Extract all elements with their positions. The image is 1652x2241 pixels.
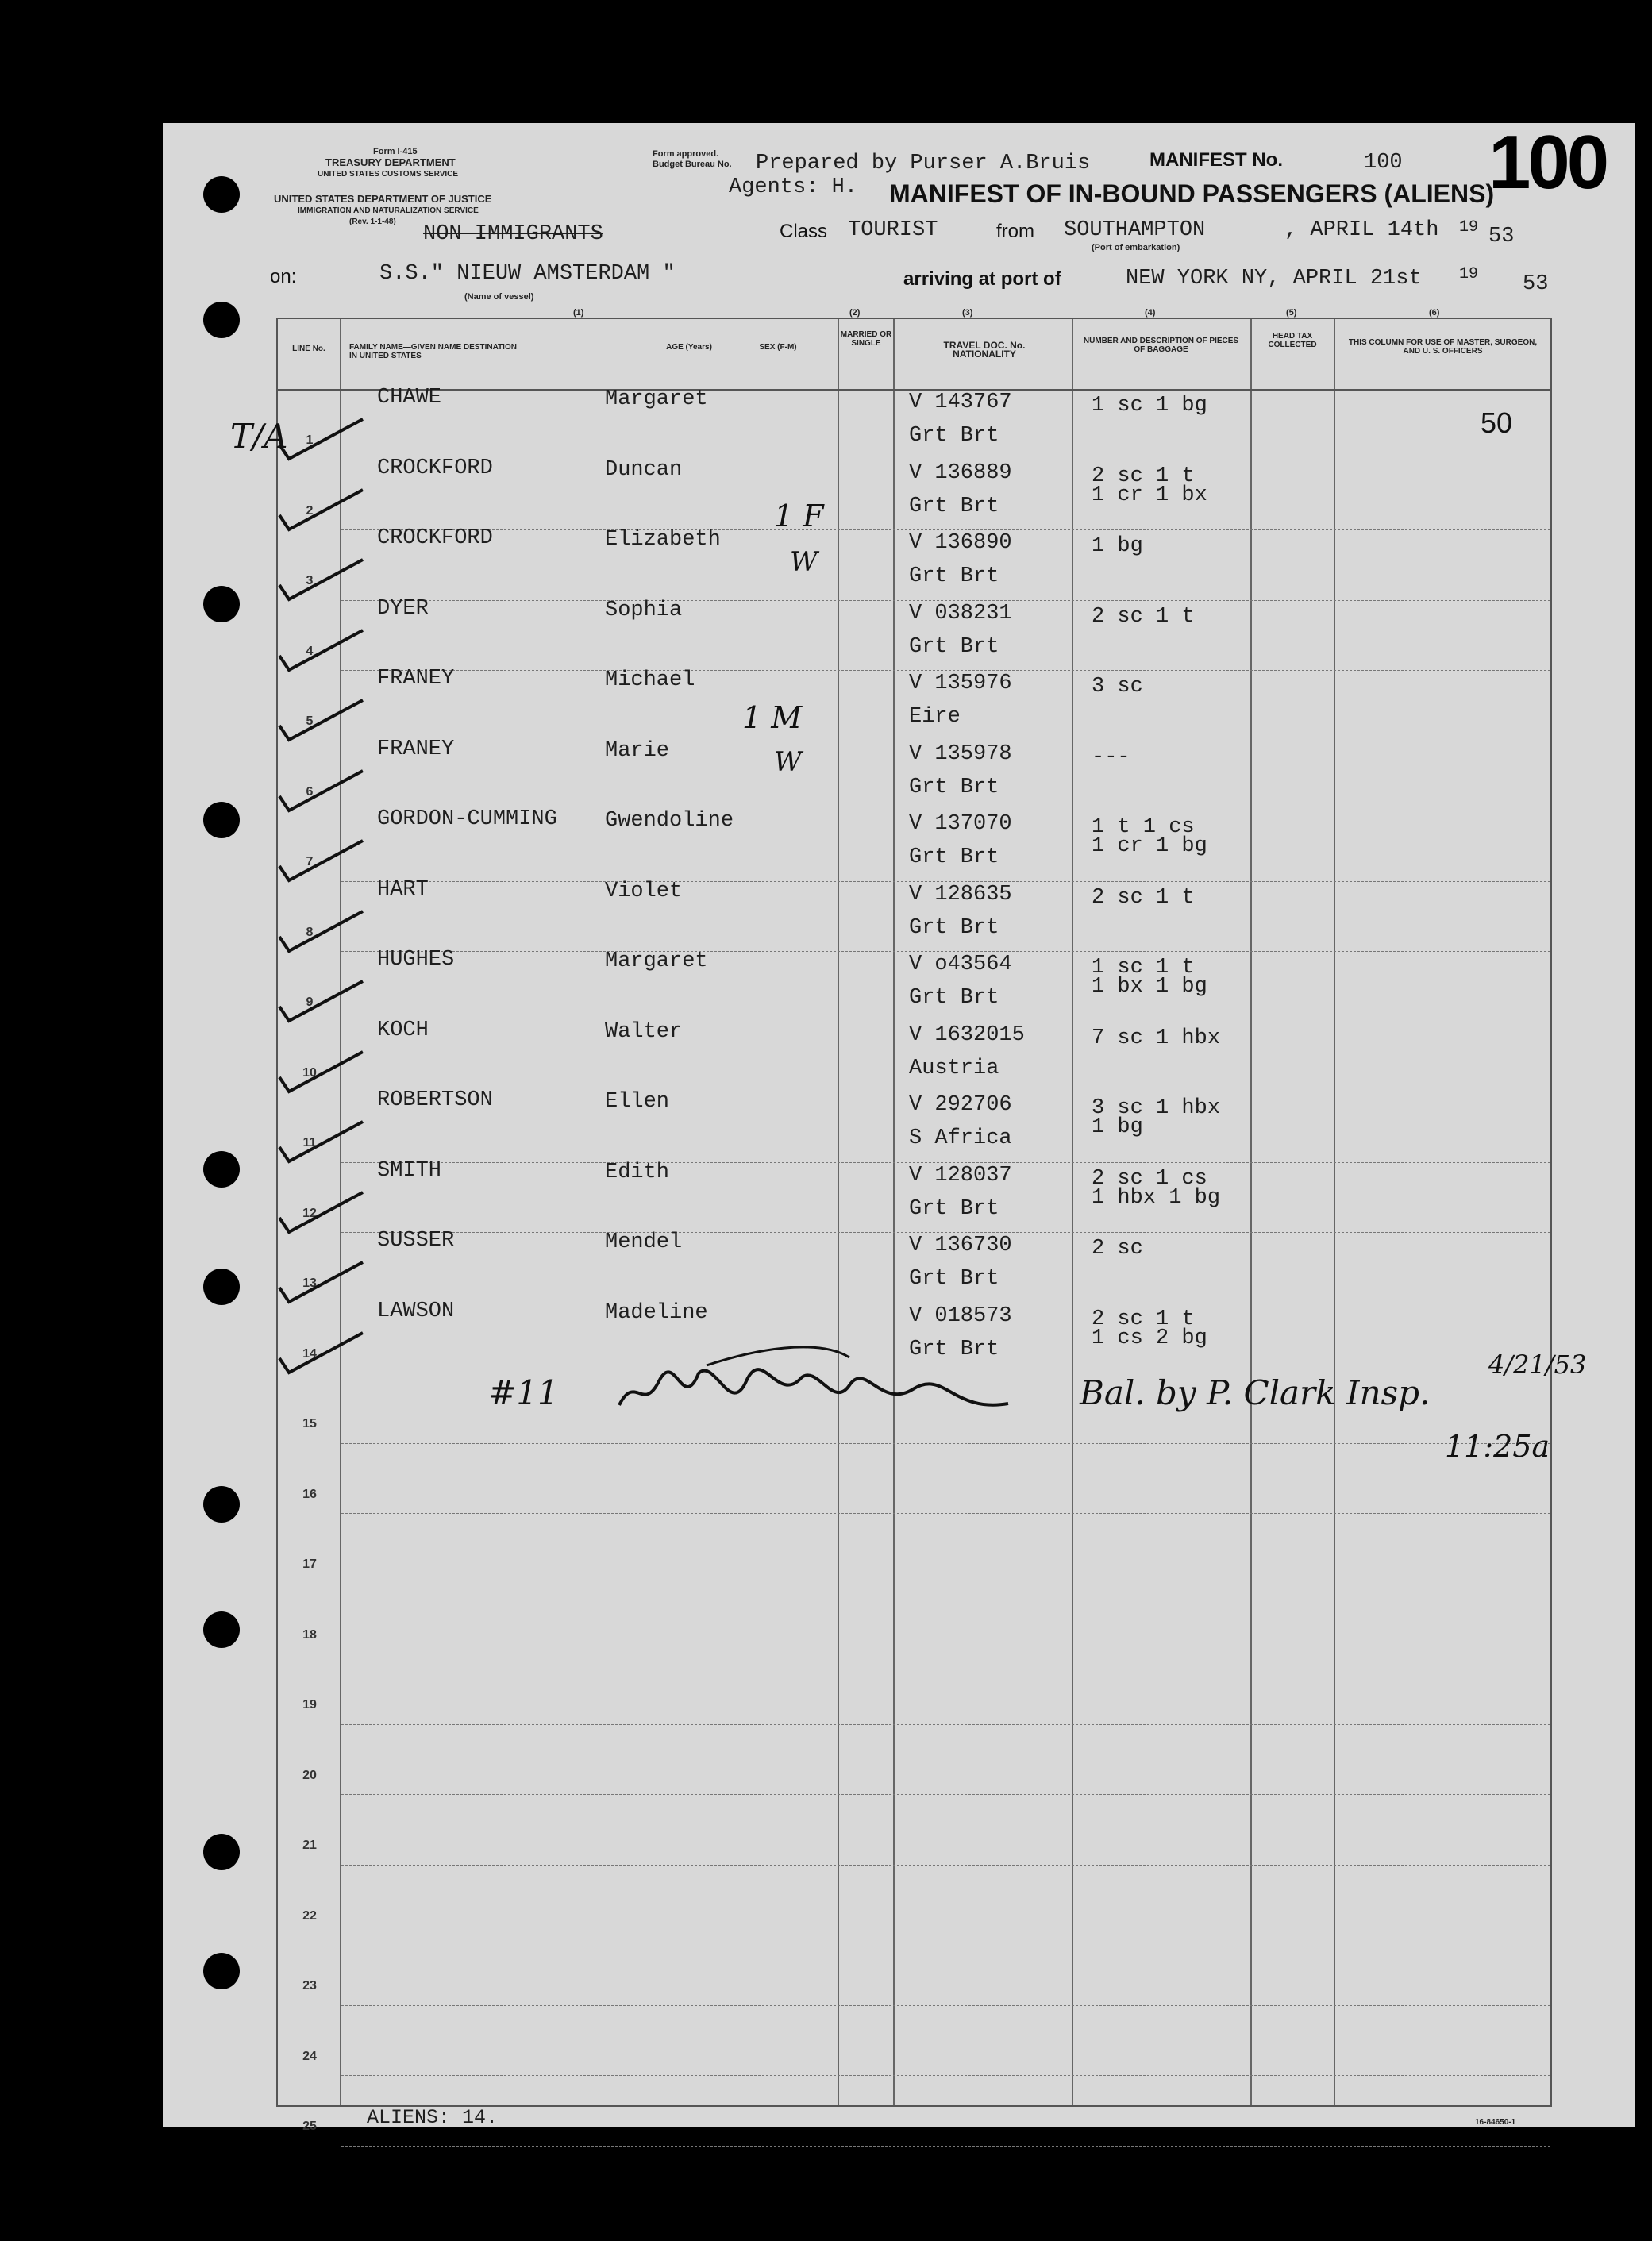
row-line (341, 600, 1550, 601)
col-header-baggage: NUMBER AND DESCRIPTION OF PIECES OF BAGGAGE (1083, 337, 1239, 354)
line-number: 19 (302, 1698, 317, 1712)
baggage-line-1: 1 sc 1 t (1092, 956, 1195, 980)
vessel-name-label: (Name of vessel) (464, 292, 534, 302)
departure-date: , APRIL 14th (1284, 218, 1439, 242)
punch-hole (203, 1151, 240, 1188)
form-code: 16-84650-1 (1475, 2118, 1516, 2127)
line-number: 21 (302, 1839, 317, 1852)
given-name: Margaret (605, 387, 708, 411)
sex-mark: 1 M (742, 700, 803, 735)
line-number: 22 (302, 1908, 317, 1923)
given-name: Walter (605, 1019, 683, 1044)
row-line (341, 1162, 1550, 1163)
check-mark (271, 1186, 367, 1242)
given-name: Violet (605, 879, 683, 903)
baggage-line-2: 1 cr 1 bg (1092, 834, 1207, 858)
line-number: 8 (306, 925, 314, 939)
punch-hole (203, 1953, 240, 1989)
check-mark (271, 905, 367, 961)
family-name: HUGHES (377, 948, 455, 972)
treasury-dept: TREASURY DEPARTMENT (325, 156, 456, 168)
line-number: 1 (306, 433, 314, 447)
travel-doc-number: V 136889 (909, 460, 1012, 485)
bottom-note-text: Bal. by P. Clark Insp. (1080, 1373, 1431, 1412)
line-number: 3 (306, 574, 314, 587)
budget-bureau: Budget Bureau No. (653, 160, 732, 169)
nationality: Grt Brt (909, 915, 999, 940)
family-name: LAWSON (377, 1299, 455, 1323)
form-approved: Form approved. (653, 149, 719, 159)
officer-note: 50 (1481, 406, 1513, 439)
given-name: Edith (605, 1160, 670, 1184)
customs-service: UNITED STATES CUSTOMS SERVICE (318, 170, 459, 179)
nationality: Grt Brt (909, 564, 999, 588)
family-name: FRANEY (377, 667, 455, 691)
sex-mark: 1 F (774, 499, 824, 533)
col-divider (1072, 319, 1073, 2105)
family-name: HART (377, 877, 429, 902)
baggage-line-1: 1 t 1 cs (1092, 815, 1195, 839)
baggage-line-1: 2 sc 1 t (1092, 885, 1195, 910)
punch-hole (203, 1834, 240, 1870)
col-num-4: (4) (1145, 308, 1156, 318)
given-name: Margaret (605, 949, 708, 973)
travel-doc-number: V 128635 (909, 882, 1012, 907)
baggage-line-1: 1 bg (1092, 534, 1143, 558)
given-name: Ellen (605, 1090, 670, 1114)
baggage-line-1: 2 sc 1 t (1092, 1307, 1195, 1331)
prepared-by: Prepared by Purser A.Bruis (756, 152, 1091, 175)
line-number: 17 (302, 1558, 317, 1571)
punch-hole (203, 1611, 240, 1648)
nationality: Grt Brt (909, 634, 999, 659)
bottom-note-number: #11 (488, 1373, 559, 1412)
on-label: on: (270, 266, 297, 287)
family-name: CROCKFORD (377, 526, 493, 550)
line-number: 9 (306, 995, 314, 1009)
baggage-line-1: 2 sc (1092, 1237, 1143, 1261)
given-name: Elizabeth (605, 528, 721, 552)
aliens-count: 14. (462, 2106, 499, 2129)
class-label: Class (780, 221, 828, 242)
row-line (341, 951, 1550, 952)
ins-label: IMMIGRATION AND NATURALIZATION SERVICE (298, 206, 479, 215)
family-name: CHAWE (377, 386, 442, 410)
row-line (341, 1513, 1550, 1514)
line-number: 4 (306, 644, 314, 658)
baggage-line-2: 1 bx 1 bg (1092, 975, 1207, 999)
check-mark (271, 1327, 367, 1382)
marginal-note: T/A (230, 417, 288, 456)
baggage-line-2: 1 cs 2 bg (1092, 1326, 1207, 1350)
check-mark (271, 834, 367, 890)
punch-hole (203, 802, 240, 838)
family-name: DYER (377, 596, 429, 621)
sex-mark: W (790, 546, 818, 578)
travel-doc-number: V 135976 (909, 672, 1012, 695)
nationality: Grt Brt (909, 494, 999, 518)
nationality: Grt Brt (909, 845, 999, 869)
row-line (341, 1724, 1550, 1725)
row-line (341, 670, 1550, 671)
given-name: Duncan (605, 457, 683, 482)
check-mark (271, 1045, 367, 1101)
line-number: 2 (306, 503, 314, 518)
travel-doc-number: V o43564 (909, 953, 1012, 976)
punch-hole (203, 1486, 240, 1523)
departure-year: 53 (1488, 225, 1515, 248)
class-value: TOURIST (848, 218, 938, 242)
punch-hole (203, 176, 240, 213)
given-name: Sophia (605, 598, 683, 622)
family-name: CROCKFORD (377, 456, 493, 480)
departure-year-prefix: 19 (1459, 218, 1479, 237)
check-mark (271, 764, 367, 820)
family-name: SMITH (377, 1158, 442, 1183)
col-divider (1334, 319, 1335, 2105)
manifest-title: MANIFEST OF IN-BOUND PASSENGERS (ALIENS) (889, 179, 1495, 208)
arriving-label: arriving at port of (903, 268, 1061, 290)
col-num-1: (1) (573, 308, 584, 318)
check-mark (271, 553, 367, 609)
check-mark (271, 694, 367, 749)
col-num-2: (2) (849, 308, 861, 318)
bottom-note-time: 11:25a (1445, 1429, 1550, 1464)
check-mark (271, 975, 367, 1030)
baggage-line-2: 1 bg (1092, 1115, 1143, 1139)
line-number: 23 (302, 1979, 317, 1993)
category-label: NON IMMIGRANTS (423, 222, 603, 246)
baggage-line-1: 2 sc 1 cs (1092, 1166, 1207, 1191)
line-number: 25 (302, 2120, 317, 2133)
baggage-line-1: 2 sc 1 t (1092, 604, 1195, 629)
justice-dept: UNITED STATES DEPARTMENT OF JUSTICE (274, 193, 492, 205)
nationality: Grt Brt (909, 1196, 999, 1221)
row-line (341, 2005, 1550, 2006)
arrival-year-prefix: 19 (1459, 265, 1479, 283)
family-name: KOCH (377, 1018, 429, 1042)
line-number: 12 (302, 1206, 317, 1220)
nationality: S Africa (909, 1126, 1012, 1150)
family-name: SUSSER (377, 1229, 455, 1253)
travel-doc-number: V 135978 (909, 741, 1012, 766)
baggage-line-2: 1 hbx 1 bg (1092, 1185, 1221, 1210)
line-number: 11 (302, 1136, 317, 1149)
arrival-port: NEW YORK NY, APRIL 21st (1126, 267, 1422, 291)
given-name: Gwendoline (605, 809, 734, 833)
col-header-sex: SEX (F-M) (759, 343, 797, 352)
col-num-6: (6) (1429, 308, 1440, 318)
family-name: FRANEY (377, 737, 455, 761)
line-number: 16 (302, 1487, 317, 1501)
line-number: 15 (302, 1417, 317, 1430)
line-number: 20 (302, 1768, 317, 1782)
line-number: 18 (302, 1627, 317, 1642)
baggage-line-1: --- (1092, 745, 1130, 769)
baggage-line-2: 1 cr 1 bx (1092, 483, 1207, 507)
col-divider (1250, 319, 1252, 2105)
col-header-age: AGE (Years) (666, 343, 712, 352)
nationality: Grt Brt (909, 424, 999, 448)
row-line (341, 1232, 1550, 1233)
nationality: Grt Brt (909, 1267, 999, 1291)
from-value: SOUTHAMPTON (1064, 218, 1206, 242)
row-line (341, 2146, 1550, 2147)
given-name: Marie (605, 738, 670, 763)
agents: Agents: H. (729, 175, 858, 199)
punch-hole (203, 1269, 240, 1305)
check-mark (271, 1256, 367, 1311)
port-of-embarkation-label: (Port of embarkation) (1092, 243, 1180, 252)
revision-label: (Rev. 1-1-48) (349, 218, 396, 226)
family-name: ROBERTSON (377, 1088, 493, 1112)
punch-hole (203, 302, 240, 338)
baggage-line-1: 2 sc 1 t (1092, 464, 1195, 488)
row-line (341, 881, 1550, 882)
col-header-line-no: LINE No. (292, 345, 325, 353)
baggage-line-1: 7 sc 1 hbx (1092, 1026, 1221, 1050)
line-number: 10 (302, 1065, 317, 1080)
travel-doc-number: V 136890 (909, 531, 1012, 555)
col-num-3: (3) (962, 308, 973, 318)
col-header-name: FAMILY NAME—GIVEN NAME DESTINATION IN UNITED STATES (349, 343, 517, 360)
arrival-year: 53 (1523, 272, 1549, 296)
bottom-note-date: 4/21/53 (1488, 1350, 1587, 1380)
travel-doc-number: V 018573 (909, 1303, 1012, 1328)
inspector-signature (611, 1342, 1024, 1429)
col-header-head-tax: HEAD TAX COLLECTED (1268, 332, 1317, 349)
aliens-label: ALIENS: (367, 2106, 451, 2129)
col-num-5: (5) (1286, 308, 1297, 318)
nationality: Grt Brt (909, 986, 999, 1010)
nationality: Austria (909, 1056, 999, 1080)
baggage-line-1: 1 sc 1 bg (1092, 394, 1207, 418)
given-name: Madeline (605, 1300, 708, 1325)
manifest-no-label: MANIFEST No. (1149, 149, 1283, 171)
line-number: 5 (306, 714, 314, 728)
line-number: 24 (302, 2049, 317, 2063)
travel-doc-number: V 137070 (909, 812, 1012, 836)
col-header-married: MARRIED OR SINGLE (840, 330, 892, 348)
col-header-travel-doc: TRAVEL DOC. No. NATIONALITY (943, 340, 1026, 360)
nationality: Eire (909, 705, 961, 729)
row-line (341, 1794, 1550, 1795)
check-mark (271, 483, 367, 539)
family-name: GORDON-CUMMING (377, 807, 557, 831)
row-line (341, 529, 1550, 530)
manifest-big-number: 100 (1488, 120, 1607, 205)
line-number: 6 (306, 784, 314, 799)
check-mark (271, 1115, 367, 1171)
check-mark (271, 624, 367, 680)
travel-doc-number: V 128037 (909, 1163, 1012, 1188)
travel-doc-number: V 143767 (909, 391, 1012, 414)
baggage-line-1: 3 sc 1 hbx (1092, 1096, 1221, 1120)
col-divider (838, 319, 839, 2105)
travel-doc-number: V 1632015 (909, 1022, 1025, 1047)
travel-doc-number: V 038231 (909, 601, 1012, 626)
travel-doc-number: V 136730 (909, 1234, 1012, 1257)
punch-hole (203, 586, 240, 622)
vessel-name: S.S." NIEUW AMSTERDAM " (379, 262, 676, 286)
nationality: Grt Brt (909, 1337, 999, 1361)
form-number: Form I-415 (373, 147, 418, 156)
row-line (341, 2075, 1550, 2076)
col-header-officers: THIS COLUMN FOR USE OF MASTER, SURGEON, AND U. S. OFFICERS (1348, 338, 1538, 356)
line-number: 14 (302, 1346, 317, 1361)
travel-doc-number: V 292706 (909, 1093, 1012, 1117)
manifest-no-value: 100 (1364, 151, 1403, 175)
given-name: Mendel (605, 1230, 683, 1254)
nationality: Grt Brt (909, 775, 999, 799)
col-divider (893, 319, 895, 2105)
row-line (341, 1443, 1550, 1444)
sex-mark: W (774, 746, 802, 778)
line-number: 7 (306, 855, 314, 868)
given-name: Michael (605, 668, 695, 692)
from-label: from (996, 221, 1034, 242)
baggage-line-1: 3 sc (1092, 675, 1143, 699)
line-number: 13 (302, 1276, 317, 1290)
row-line (341, 1865, 1550, 1866)
